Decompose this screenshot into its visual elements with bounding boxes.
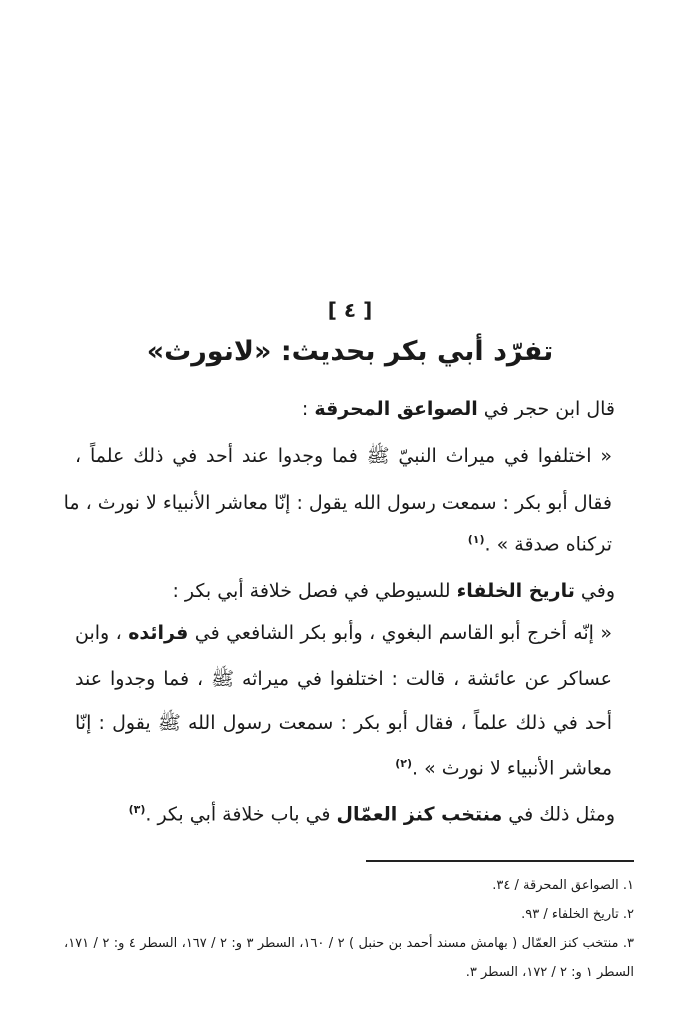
- footnote-divider: [366, 860, 634, 862]
- book-title: منتخب كنز العمّال: [336, 803, 503, 826]
- quote-line: « إنّه أخرج أبو القاسم البغوي ، وأبو بكر الشافعي في فرائده ، وابن: [75, 622, 613, 644]
- chapter-title: تفرّد أبي بكر بحديث: «لانورث»: [146, 336, 554, 367]
- footnote: ٣. منتخب كنز العمّال ( بهامش مسند أحمد بن حنبل ) ٢ / ١٦٠، السطر ٣ و: ٢ / ١٦٧، السطر ٤ و: ٢ / ١٧١،: [64, 936, 634, 951]
- quote-line: فقال أبو بكر : سمعت رسول الله يقول : إنّا معاشر الأنبياء لا نورث ، ما: [63, 492, 612, 514]
- chapter-number: [ ٤ ]: [327, 298, 373, 322]
- quote-line: أحد في ذلك علماً ، فقال أبو بكر : سمعت رسول الله ﷺ يقول : إنّا: [75, 712, 612, 734]
- footnote-ref: (٢): [395, 757, 412, 770]
- book-title: تاريخ الخلفاء: [456, 580, 575, 602]
- paragraph-line: وفي تاريخ الخلفاء للسيوطي في فصل خلافة أبي بكر :: [172, 580, 615, 602]
- quote-line: عساكر عن عائشة ، قالت : اختلفوا في ميراثه ﷺ ، فما وجدوا عند: [75, 668, 612, 690]
- footnote: ١. الصواعق المحرقة / ٣٤.: [492, 878, 634, 893]
- paragraph-line: ومثل ذلك في منتخب كنز العمّال في باب خلافة أبي بكر .$^{(٣)}$: [128, 803, 615, 826]
- footnote: السطر ١ و: ٢ / ١٧٢، السطر ٣.: [465, 965, 634, 980]
- footnote-ref: (٣): [128, 803, 146, 816]
- book-title: فرائده: [128, 622, 189, 644]
- quote-line: تركناه صدقة » .$^{(١)}$: [467, 533, 612, 556]
- footnote: ٢. تاريخ الخلفاء / ٩٣.: [521, 907, 634, 922]
- quote-line: معاشر الأنبياء لا نورث » .$^{(٢)}$: [395, 757, 612, 780]
- footnote-ref: (١): [467, 533, 485, 546]
- book-title: الصواعق المحرقة: [314, 398, 478, 420]
- paragraph-line: قال ابن حجر في الصواعق المحرقة :: [301, 398, 615, 420]
- quote-line: « اختلفوا في ميراث النبيّ ﷺ فما وجدوا عند أحد في ذلك علماً ،: [75, 445, 612, 467]
